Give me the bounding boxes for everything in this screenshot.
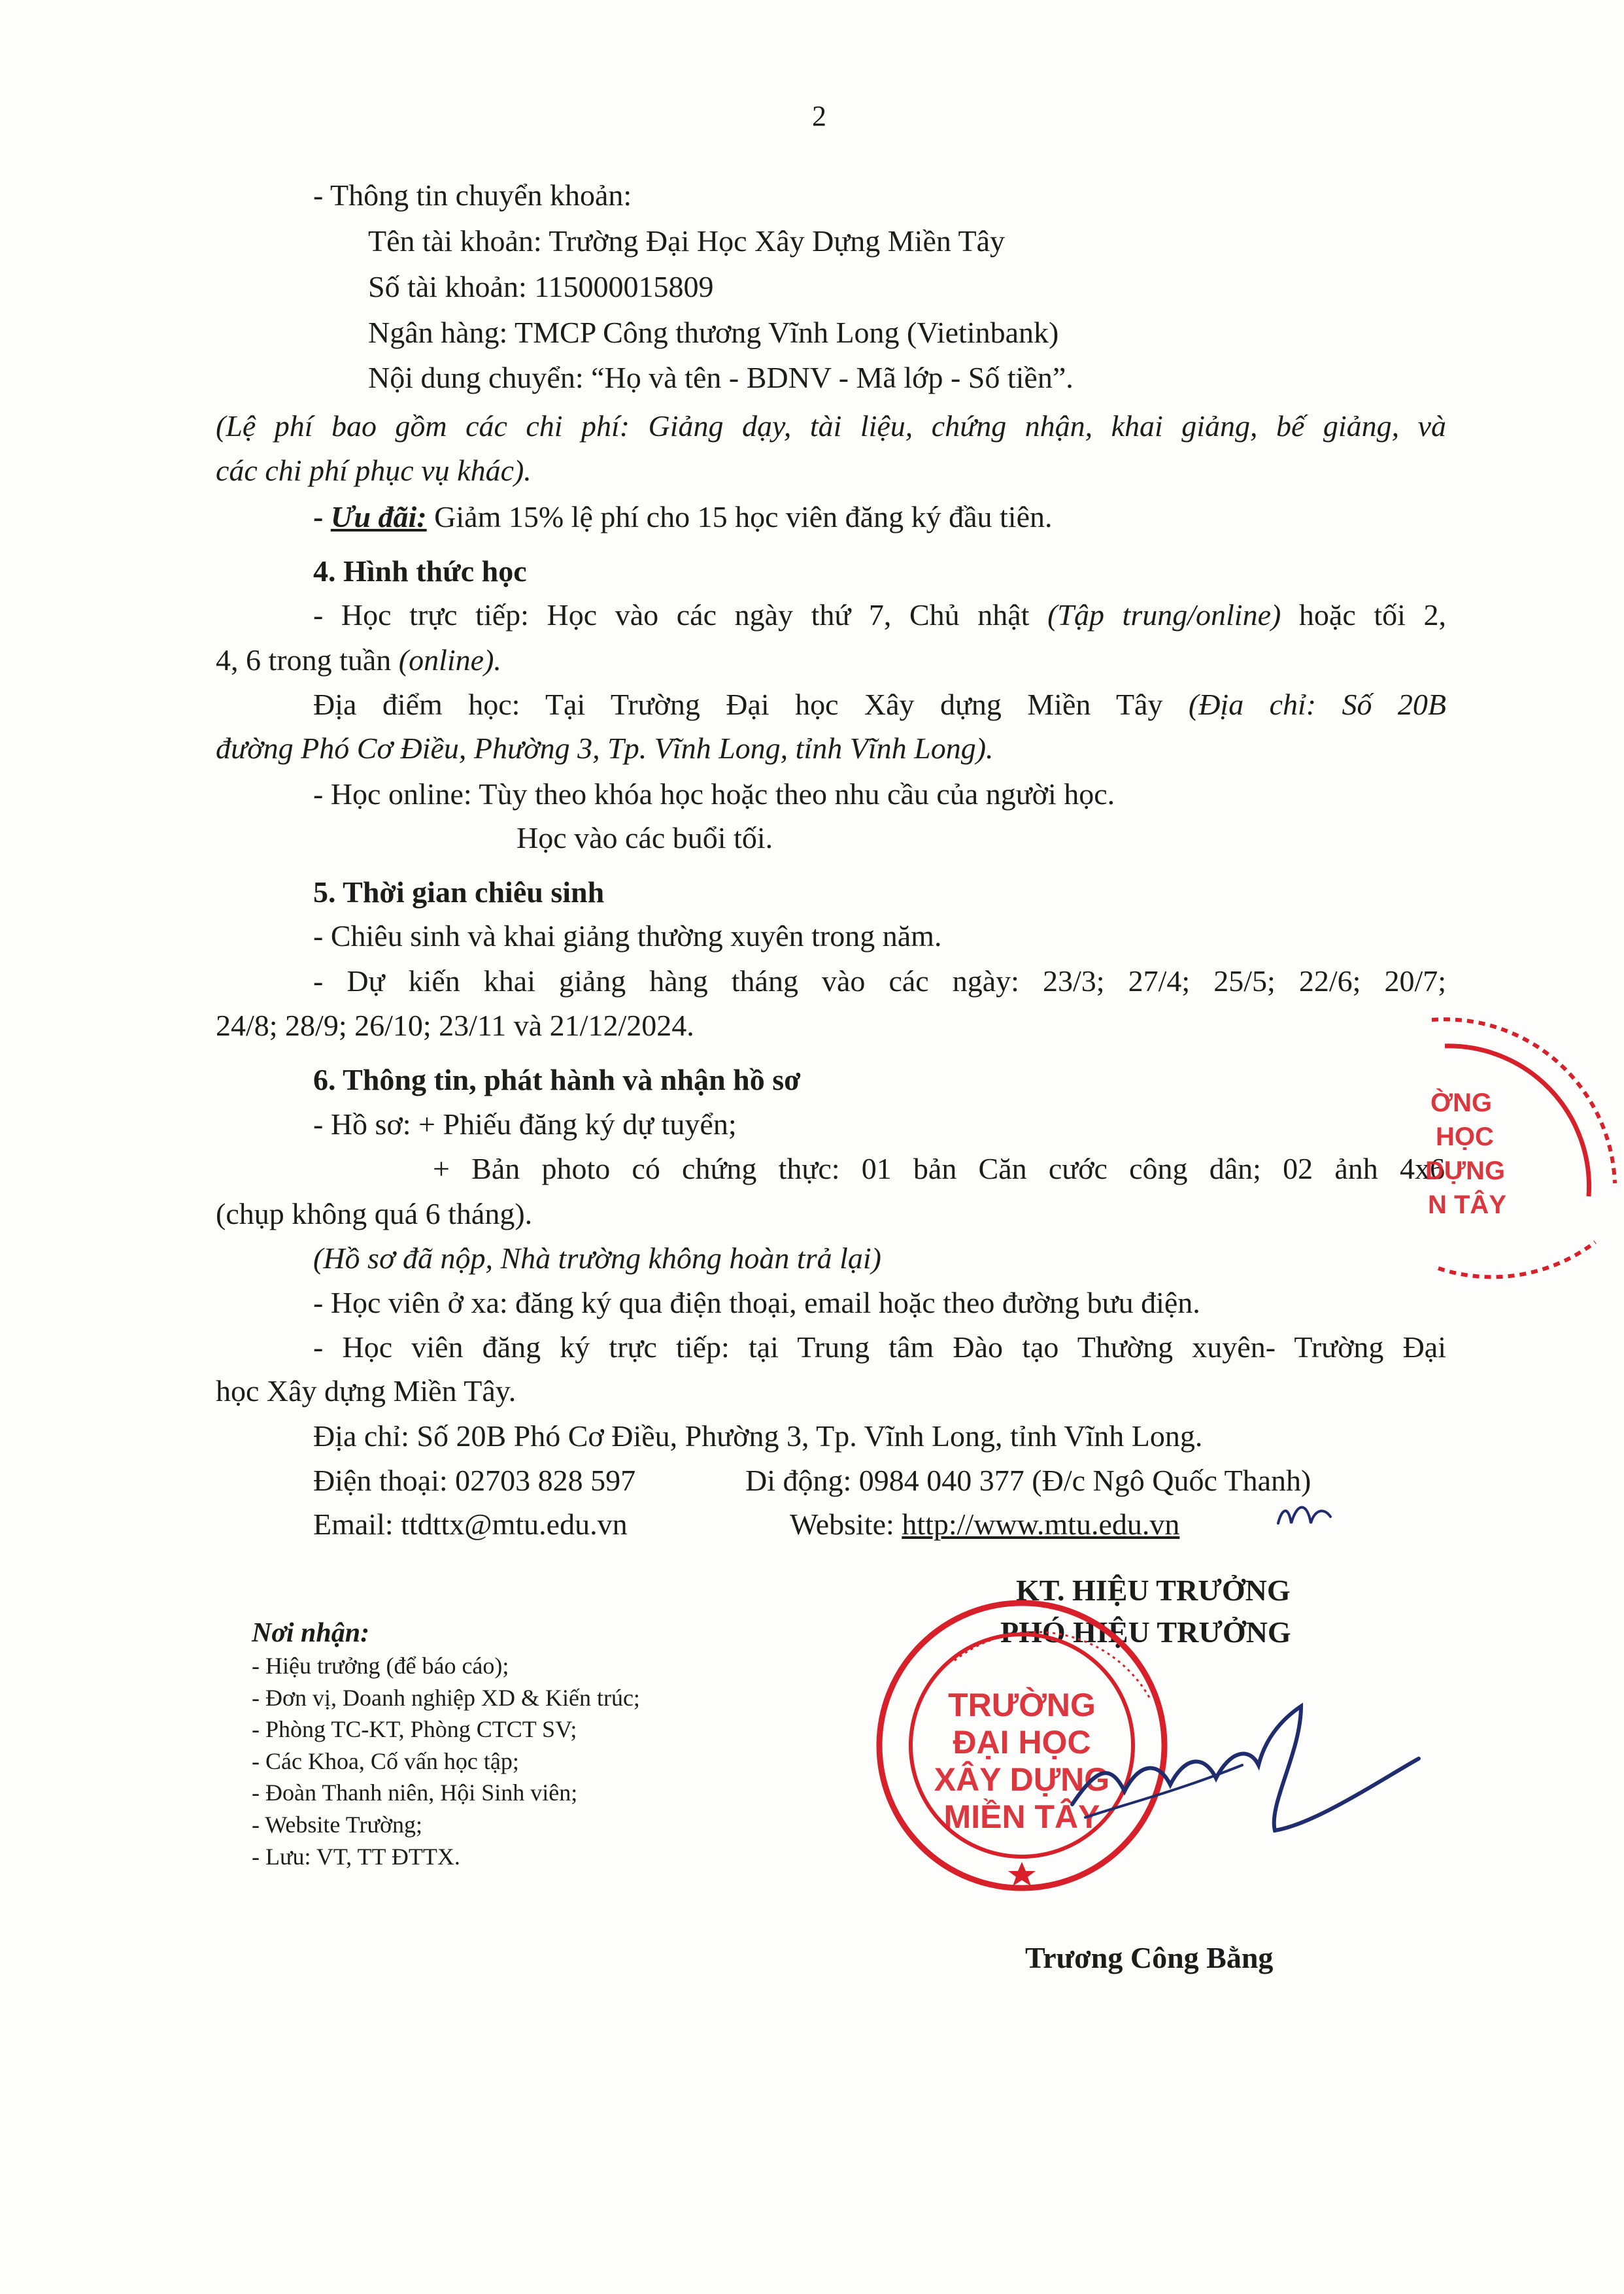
location-address-start: (Địa chỉ: Số 20B (1188, 688, 1447, 721)
direct-registration: - Học viên đăng ký trực tiếp: tại Trung tâm Đào tạo Thường xuyên- Trường Đại (313, 1330, 1446, 1364)
svg-text:HỌC: HỌC (1436, 1122, 1494, 1151)
account-number-label: Số tài khoản: (368, 270, 527, 303)
direct-registration-line2: học Xây dựng Miền Tây. (216, 1374, 516, 1408)
section4-location-line2: đường Phó Cơ Điều, Phường 3, Tp. Vĩnh Long, tỉnh Vĩnh Long). (216, 732, 994, 765)
contact-mobile: Di động: 0984 040 377 (Đ/c Ngô Quốc Thanh) (745, 1464, 1311, 1497)
direct-mode: (Tập trung/online) (1047, 598, 1281, 632)
transfer-heading: - Thông tin chuyển khoản: (313, 178, 632, 212)
dossier-line3: (chụp không quá 6 tháng). (216, 1197, 533, 1230)
fee-note-line1: (Lệ phí bao gồm các chi phí: Giảng dạy, tài liệu, chứng nhận, khai giảng, bế giảng, và (216, 409, 1446, 443)
website-label: Website: (790, 1508, 902, 1541)
stamp-star-icon (1008, 1862, 1036, 1886)
account-number: 115000015809 (534, 270, 714, 303)
stamp-line: XÂY DỰNG (934, 1761, 1110, 1798)
section5-line1: - Chiêu sinh và khai giảng thường xuyên trong năm. (313, 919, 942, 953)
direct-days: 4, 6 trong tuần (216, 643, 399, 677)
initial-mark (1278, 1508, 1330, 1523)
stamp-line: ĐẠI HỌC (953, 1724, 1091, 1761)
section4-online: - Học online: Tùy theo khóa học hoặc theo nhu cầu của người học. (313, 777, 1115, 811)
recipient-item: - Đoàn Thanh niên, Hội Sinh viên; (252, 1780, 578, 1806)
section4-evening: Học vào các buổi tối. (516, 821, 773, 854)
section5-title: 5. Thời gian chiêu sinh (313, 875, 605, 909)
contact-phone: Điện thoại: 02703 828 597 (313, 1464, 636, 1497)
transfer-content-label: Nội dung chuyển: (368, 361, 584, 394)
offer-text: Giảm 15% lệ phí cho 15 học viên đăng ký đầu tiên. (426, 500, 1053, 533)
dossier-line1: - Hồ sơ: + Phiếu đăng ký dự tuyển; (313, 1107, 737, 1141)
recipient-item: - Đơn vị, Doanh nghiệp XD & Kiến trúc; (252, 1684, 640, 1711)
account-name-label: Tên tài khoản: (368, 224, 542, 258)
signature-title1: KT. HIỆU TRƯỞNG (1016, 1574, 1291, 1607)
contact-email: Email: ttdttx@mtu.edu.vn (313, 1508, 628, 1541)
svg-text:N TÂY: N TÂY (1428, 1190, 1506, 1219)
stamp-line: MIỀN TÂY (943, 1798, 1100, 1835)
bank-name: TMCP Công thương Vĩnh Long (Vietinbank) (515, 316, 1059, 349)
section5-line3: 24/8; 28/9; 26/10; 23/11 và 21/12/2024. (216, 1009, 694, 1042)
location-text: Địa điểm học: Tại Trường Đại học Xây dựng Miền Tây (313, 688, 1189, 721)
account-name: Trường Đại Học Xây Dựng Miền Tây (549, 224, 1006, 258)
dossier-note: (Hồ sơ đã nộp, Nhà trường không hoàn trả lại) (313, 1241, 881, 1275)
side-stamp-text: ỜNG (1430, 1088, 1493, 1117)
offer-dash: - (313, 500, 331, 533)
recipients-title: Nơi nhận: (252, 1618, 370, 1648)
handwritten-signature (1072, 1508, 1419, 1830)
recipient-item: - Các Khoa, Cố vấn học tập; (252, 1747, 519, 1774)
side-stamp-partial (1425, 1019, 1615, 1277)
transfer-content: “Họ và tên - BDNV - Mã lớp - Số tiền”. (591, 361, 1074, 394)
recipient-item: - Lưu: VT, TT ĐTTX. (252, 1843, 460, 1870)
recipient-item: - Hiệu trưởng (để báo cáo); (252, 1653, 509, 1679)
direct-evening: hoặc tối 2, (1281, 598, 1446, 632)
direct-text: - Học trực tiếp: Học vào các ngày thứ 7, Chủ nhật (313, 598, 1048, 632)
dossier-line2: + Bản photo có chứng thực: 01 bản Căn cước công dân; 02 ảnh 4x6 (433, 1152, 1445, 1185)
signature-title2: PHÓ HIỆU TRƯỞNG (1000, 1615, 1291, 1649)
signer-name: Trương Công Bằng (1025, 1941, 1274, 1974)
section6-title: 6. Thông tin, phát hành và nhận hồ sơ (313, 1063, 801, 1096)
direct-online: (online). (398, 643, 501, 677)
contact-address: Địa chỉ: Số 20B Phó Cơ Điều, Phường 3, Tp. Vĩnh Long, tỉnh Vĩnh Long. (313, 1419, 1203, 1453)
section5-line2: - Dự kiến khai giảng hàng tháng vào các ngày: 23/3; 27/4; 25/5; 22/6; 20/7; (313, 964, 1446, 998)
website-link[interactable]: http://www.mtu.edu.vn (902, 1508, 1180, 1541)
recipient-item: - Website Trường; (252, 1811, 423, 1838)
stamp-line: TRƯỜNG (948, 1687, 1096, 1723)
recipient-item: - Phòng TC-KT, Phòng CTCT SV; (252, 1716, 577, 1743)
bank-label: Ngân hàng: (368, 316, 508, 349)
page-number: 2 (812, 100, 826, 132)
svg-text:DỰNG: DỰNG (1425, 1156, 1506, 1185)
remote-registration: - Học viên ở xa: đăng ký qua điện thoại, email hoặc theo đường bưu điện. (313, 1286, 1200, 1319)
fee-note-line2: các chi phí phục vụ khác). (216, 454, 532, 487)
section4-title: 4. Hình thức học (313, 554, 527, 588)
offer-label: Ưu đãi: (330, 500, 427, 533)
main-stamp-seal (879, 1603, 1164, 1888)
